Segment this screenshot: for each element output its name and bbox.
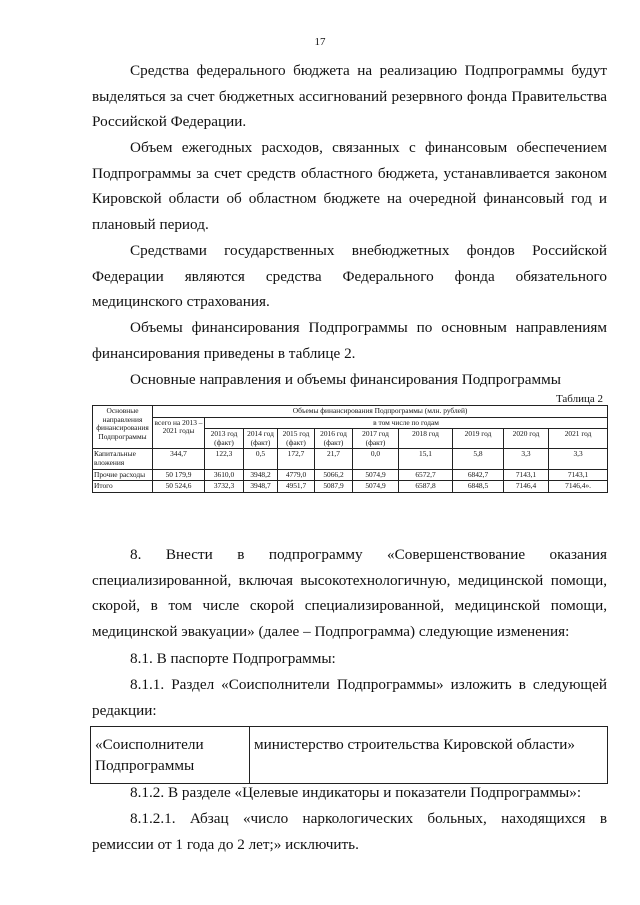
- paragraph-financing-volumes: Объемы финансирования Подпрограммы по основным направлениям финансирования приведены в таблице 2.: [92, 319, 607, 362]
- table-cell: 7146,4: [504, 481, 549, 493]
- table-cell: 3,3: [504, 449, 549, 469]
- paragraph-target-indicators: 8.1.2. В разделе «Целевые индикаторы и показатели Подпрограммы»:: [130, 784, 582, 801]
- header-year: 2013 год (факт): [205, 429, 244, 449]
- header-total: всего на 2013 – 2021 годы: [153, 417, 205, 449]
- table-cell: 5,8: [453, 449, 504, 469]
- table-cell: 0,5: [244, 449, 278, 469]
- table-cell: 7143,1: [549, 469, 608, 481]
- table-cell: 7146,4».: [549, 481, 608, 493]
- paragraph-passport: 8.1. В паспорте Подпрограммы:: [130, 650, 336, 667]
- table-cell: 3610,0: [205, 469, 244, 481]
- row-label: Прочие расходы: [93, 469, 153, 481]
- table-cell: 5074,9: [353, 481, 399, 493]
- table-cell: 4779,0: [278, 469, 315, 481]
- header-year: 2017 год (факт): [353, 429, 399, 449]
- table-cell: 6572,7: [399, 469, 453, 481]
- paragraph-exclude-paragraph: 8.1.2.1. Абзац «число наркологических больных, находящихся в ремиссии от 1 года до 2 лет;» исключить.: [92, 810, 607, 853]
- header-year: 2014 год (факт): [244, 429, 278, 449]
- header-year: 2018 год: [399, 429, 453, 449]
- page-number: 17: [314, 36, 326, 48]
- paragraph-regional-budget: Объем ежегодных расходов, связанных с финансовым обеспечением Подпрограммы за счет средств областного бюджета, устанавливается законом Кировской области об областном бюджете на очередной финансовый год и плановый период.: [92, 139, 607, 233]
- table-cell: 0,0: [353, 449, 399, 469]
- table-cell: 15,1: [399, 449, 453, 469]
- header-year: 2016 год (факт): [315, 429, 353, 449]
- header-year: 2015 год (факт): [278, 429, 315, 449]
- cell-total: 50 179,9: [153, 469, 205, 481]
- table-cell: 3732,3: [205, 481, 244, 493]
- table-cell: 122,3: [205, 449, 244, 469]
- table-cell: 3948,7: [244, 481, 278, 493]
- paragraph-extrabudgetary-funds: Средствами государственных внебюджетных фондов Российской Федерации являются средства Федерального фонда обязательного медицинского страхования.: [92, 242, 607, 310]
- table-cell: 3948,2: [244, 469, 278, 481]
- table-number: Таблица 2: [555, 393, 603, 405]
- row-label: Капитальные вложения: [93, 449, 153, 469]
- table-cell: 7143,1: [504, 469, 549, 481]
- coexecutors-value: министерство строительства Кировской области»: [250, 727, 608, 784]
- cell-total: 344,7: [153, 449, 205, 469]
- header-financing-volumes: Объемы финансирования Подпрограммы (млн. рублей): [153, 406, 608, 418]
- table-cell: 3,3: [549, 449, 608, 469]
- paragraph-coexecutors-section: 8.1.1. Раздел «Соисполнители Подпрограммы» изложить в следующей редакции:: [92, 676, 607, 719]
- table-caption: Основные направления и объемы финансирования Подпрограммы: [130, 371, 561, 388]
- coexecutors-label: «Соисполнители Подпрограммы: [91, 727, 250, 784]
- table-cell: 5066,2: [315, 469, 353, 481]
- paragraph-amend-subprogram: 8. Внести в подпрограмму «Совершенствование оказания специализированной, включая высокотехнологичную, медицинской помощи, скорой, в том числе скорой специализированной, медицинской помощи, медицинской эвакуации» (далее – Подпрограмма) следующие изменения:: [92, 546, 607, 640]
- table-cell: 5074,9: [353, 469, 399, 481]
- cell-total: 50 524,6: [153, 481, 205, 493]
- row-label: Итого: [93, 481, 153, 493]
- header-year: 2019 год: [453, 429, 504, 449]
- header-year: 2021 год: [549, 429, 608, 449]
- financing-table: [92, 405, 608, 493]
- table-row: [93, 449, 608, 469]
- paragraph-federal-budget: Средства федерального бюджета на реализацию Подпрограммы будут выделяться за счет бюджетных ассигнований резервного фонда Правительства Российской Федерации.: [92, 62, 607, 130]
- table-cell: 6848,5: [453, 481, 504, 493]
- header-by-years: в том числе по годам: [205, 417, 608, 429]
- table-cell: 6587,8: [399, 481, 453, 493]
- table-cell: 172,7: [278, 449, 315, 469]
- header-year: 2020 год: [504, 429, 549, 449]
- table-row: [93, 481, 608, 493]
- coexecutors-table: [90, 726, 608, 784]
- table-row: [93, 469, 608, 481]
- header-main-direction: Основные направления финансирования Подпрограммы: [93, 406, 153, 449]
- table-cell: 21,7: [315, 449, 353, 469]
- table-cell: 6842,7: [453, 469, 504, 481]
- table-cell: 5087,9: [315, 481, 353, 493]
- table-cell: 4951,7: [278, 481, 315, 493]
